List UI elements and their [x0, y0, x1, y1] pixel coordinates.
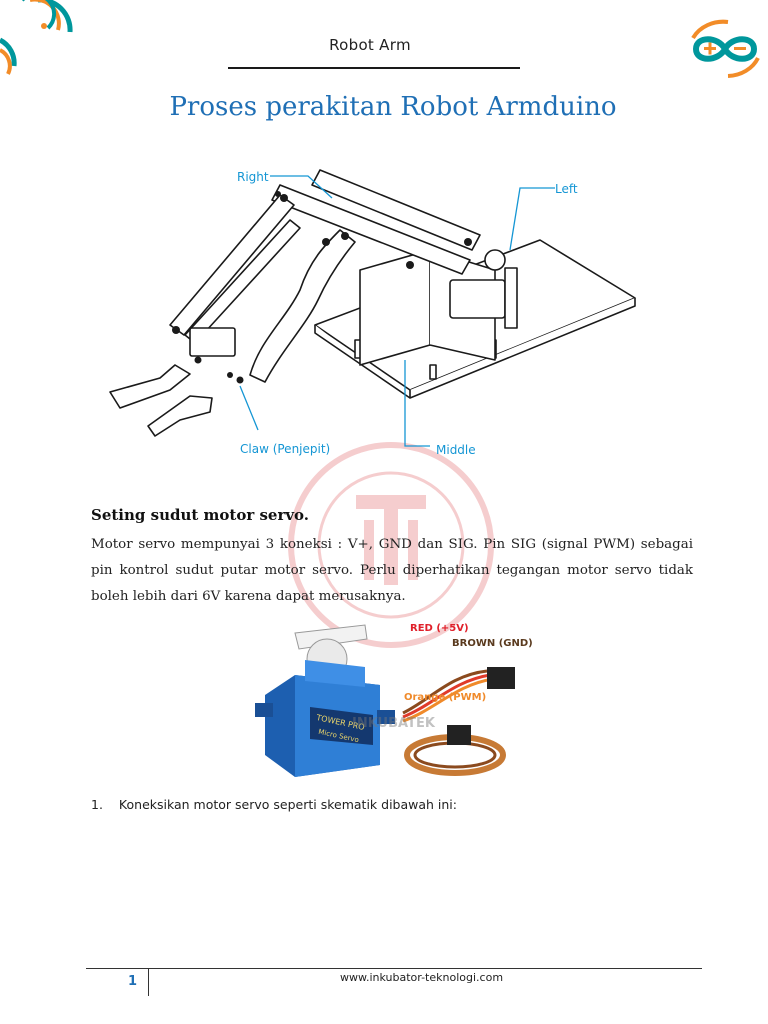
page-number: 1	[128, 974, 138, 989]
label-middle: Middle	[436, 443, 476, 457]
document-title: Proses perakitan Robot Armduino	[169, 92, 617, 122]
section-paragraph: Motor servo mempunyai 3 koneksi : V+, GND dan SIG. Pin SIG (signal PWM) sebagai pin kontrol sudut putar motor servo. Perlu diperhatikan tegangan motor servo tidak boleh lebih dari 6V karena dapat merusaknya.	[91, 537, 693, 604]
image-watermark: INKUBATEK	[352, 716, 435, 731]
footer-divider	[148, 968, 149, 996]
header-title: Robot Arm	[329, 36, 411, 54]
label-claw: Claw (Penjepit)	[240, 442, 331, 456]
wire-label-red: RED (+5V)	[410, 623, 469, 634]
robot-arm-diagram	[100, 150, 660, 470]
servo-brand-text: TOWER PRO	[315, 713, 366, 732]
footer-rule	[86, 968, 702, 969]
footer-url[interactable]: www.inkubator-teknologi.com	[340, 971, 504, 984]
header-rule	[228, 67, 520, 69]
step-item-1	[91, 797, 457, 812]
wire-label-brown: BROWN (GND)	[452, 638, 533, 649]
label-right: Right	[237, 170, 269, 184]
section-heading: Seting sudut motor servo.	[91, 506, 310, 524]
step-number: 1.	[91, 797, 103, 812]
step-text: Koneksikan motor servo seperti skematik dibawah ini:	[118, 797, 457, 812]
servo-model-text: Micro Servo	[317, 727, 360, 745]
wire-label-orange: Orange (PWM)	[404, 692, 487, 703]
label-left: Left	[555, 182, 578, 196]
